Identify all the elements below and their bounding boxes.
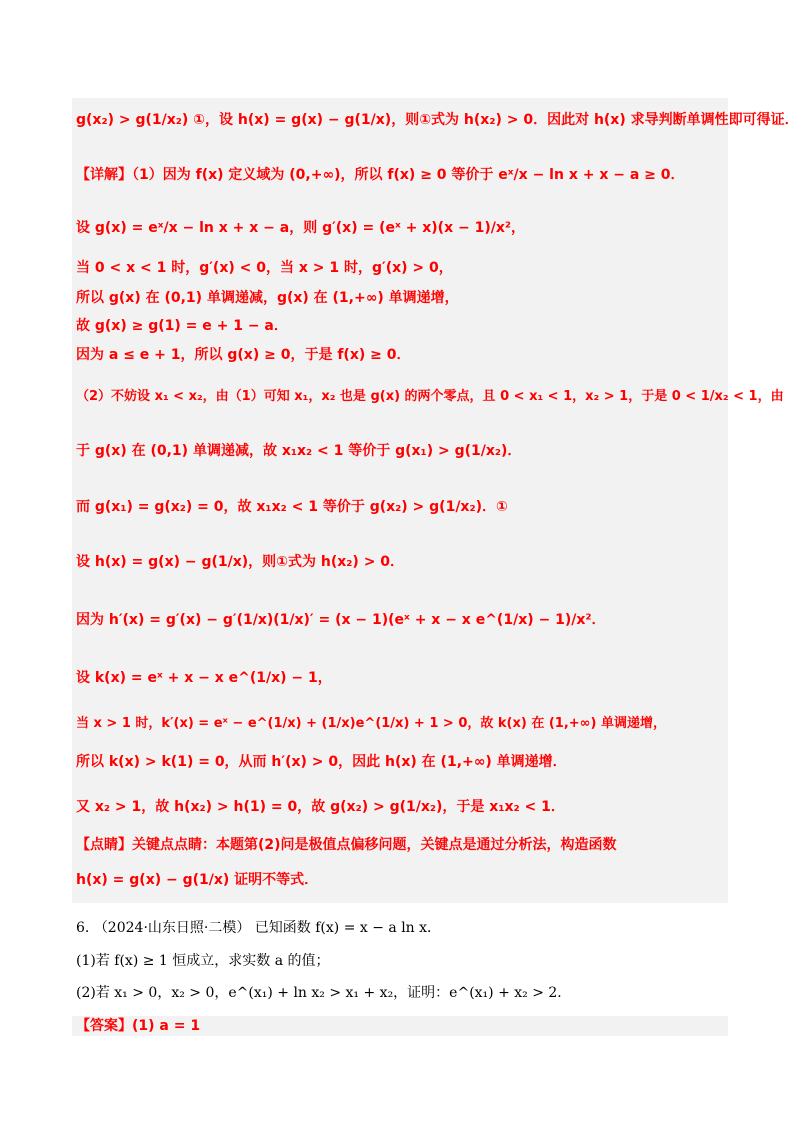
- problem-source: （2024·山东日照·二模）: [93, 920, 251, 936]
- solution-line: 于 g(x) 在 (0,1) 单调递减，故 x₁x₂ < 1 等价于 g(x₁) > g(1/x₂)．: [76, 443, 522, 459]
- solution-line: 当 x > 1 时，k′(x) = eˣ − e^(1/x) + (1/x)e^(1/x) + 1 > 0，故 k(x) 在 (1,+∞) 单调递增，: [76, 716, 666, 731]
- problem-header: [76, 918, 441, 938]
- solution-line: 设 h(x) = g(x) − g(1/x)，则①式为 h(x₂) > 0．: [76, 554, 405, 570]
- solution-line: 设 k(x) = eˣ + x − x e^(1/x) − 1，: [76, 670, 332, 686]
- question-1: (1)若 f(x) ≥ 1 恒成立，求实数 a 的值；: [76, 953, 330, 969]
- answer-line: [76, 1016, 200, 1036]
- solution-line: 设 g(x) = eˣ/x − ln x + x − a，则 g′(x) = (eˣ + x)(x − 1)/x²，: [76, 220, 525, 236]
- solution-line: 所以 g(x) 在 (0,1) 单调递减，g(x) 在 (1,+∞) 单调递增，: [76, 290, 459, 306]
- question-2: (2)若 x₁ > 0，x₂ > 0，e^(x₁) + ln x₂ > x₁ + x₂，证明：e^(x₁) + x₂ > 2．: [76, 985, 572, 1001]
- solution-line: 而 g(x₁) = g(x₂) = 0，故 x₁x₂ < 1 等价于 g(x₂) > g(1/x₂)．①: [76, 499, 508, 515]
- solution-line: 当 0 < x < 1 时，g′(x) < 0，当 x > 1 时，g′(x) > 0，: [76, 260, 453, 276]
- solution-line: g(x₂) > g(1/x₂) ①，设 h(x) = g(x) − g(1/x)，则①式为 h(x₂) > 0．因此对 h(x) 求导判断单调性即可得证．: [76, 112, 799, 128]
- solution-line: 因为 h′(x) = g′(x) − g′(1/x)(1/x)′ = (x − 1)(eˣ + x − x e^(1/x) − 1)/x²．: [76, 612, 606, 628]
- answer-label: 【答案】: [76, 1018, 132, 1034]
- tip-line: h(x) = g(x) − g(1/x) 证明不等式．: [76, 872, 319, 888]
- solution-line: 所以 k(x) > k(1) = 0，从而 h′(x) > 0，因此 h(x) 在 (1,+∞) 单调递增．: [76, 754, 567, 770]
- problem-stem: 已知函数 f(x) = x − a ln x．: [254, 920, 442, 936]
- answer-text: (1) a = 1: [132, 1018, 201, 1034]
- solution-line: （2）不妨设 x₁ < x₂，由（1）可知 x₁，x₂ 也是 g(x) 的两个零点，且 0 < x₁ < 1，x₂ > 1，于是 0 < 1/x₂ < 1，由: [76, 389, 784, 404]
- tip-line: 【点睛】关键点点睛：本题第(2)问是极值点偏移问题，关键点是通过分析法，构造函数: [76, 837, 617, 853]
- problem-number: 6.: [76, 920, 90, 936]
- solution-line: 【详解】（1）因为 f(x) 定义域为 (0,+∞)，所以 f(x) ≥ 0 等价于 eˣ/x − ln x + x − a ≥ 0．: [76, 167, 685, 183]
- solution-line: 又 x₂ > 1，故 h(x₂) > h(1) = 0，故 g(x₂) > g(1/x₂)，于是 x₁x₂ < 1．: [76, 799, 565, 815]
- solution-line: 故 g(x) ≥ g(1) = e + 1 − a．: [76, 318, 288, 334]
- solution-line: 因为 a ≤ e + 1，所以 g(x) ≥ 0，于是 f(x) ≥ 0．: [76, 347, 411, 363]
